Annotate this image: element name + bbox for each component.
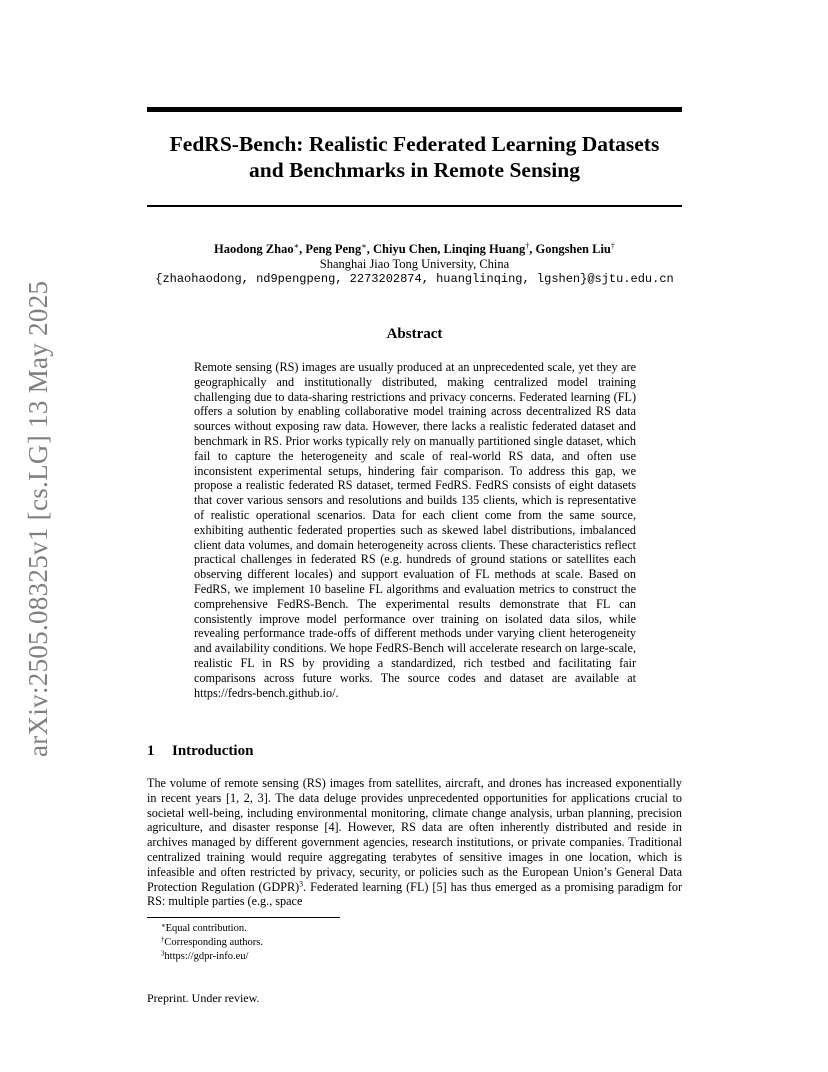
footnote-rule bbox=[147, 917, 340, 918]
preprint-footer: Preprint. Under review. bbox=[147, 991, 260, 1005]
author-name: Peng Peng bbox=[305, 242, 362, 256]
abstract-heading: Abstract bbox=[386, 326, 443, 342]
author-name: Gongshen Liu bbox=[535, 242, 611, 256]
author-mark: † bbox=[525, 241, 530, 251]
abstract-text: Remote sensing (RS) images are usually produced at an unprecedented scale, yet they are geographically and institutionally distributed, making centralized model training challenging due to data-sharing restrictions and privacy concerns. Federated learning (FL) offers a solution by enabling collaborative model training across decentralized RS data sources without exposing raw data. However, there lacks a realistic federated dataset and benchmark in RS. Prior works typically rely on manually partitioned single dataset, which fail to capture the heterogeneity and scale of real-world RS data, and often use inconsistent experimental setups, hindering fair comparison. To address this gap, we propose a realistic federated RS dataset, termed FedRS. FedRS consists of eight datasets that cover various sensors and resolutions and builds 135 clients, which is representative of realistic operational scenarios. Data for each client come from the same source, exhibiting authentic federated properties such as skewed label distributions, imbalanced client data volumes, and domain heterogeneity across clients. These characteristics reflect practical challenges in federated RS (e.g. hundreds of ground stations or satellites each observing different locales) and support evaluation of FL methods at scale. Based on FedRS, we implement 10 baseline FL algorithms and evaluation metrics to construct the comprehensive FedRS-Bench. The experimental results demonstrate that FL can consistently improve model performance over training on isolated data silos, while revealing performance trade-offs of different methods under varying client heterogeneity and availability conditions. We hope FedRS-Bench will accelerate research on large-scale, realistic FL in RS by providing a standardized, rich testbed and facilitating fair comparisons across future works. The source codes and dataset are available at https://fedrs-bench.github.io/. bbox=[194, 360, 636, 700]
author-name: Linqing Huang bbox=[443, 242, 526, 256]
footnote-link[interactable]: https://gdpr-info.eu/ bbox=[164, 951, 249, 962]
author-name: Haodong Zhao bbox=[214, 242, 294, 256]
footnotes bbox=[161, 922, 263, 964]
title-bottom-rule bbox=[147, 205, 682, 207]
introduction-paragraph: The volume of remote sensing (RS) images from satellites, aircraft, and drones has increased exponentially in recent years [1, 2, 3]. The data deluge provides unprecedented opportunities for applications crucial to societal well-being, including environmental monitoring, climate change analysis, urban planning, precision agriculture, and disaster response [4]. However, RS data are often inherently distributed and reside in archives managed by different government agencies, research institutions, or private companies. Traditional centralized training would require aggregating terabytes of sensitive images in one location, which is infeasible and often restricted by privacy, security, or policies such as the European Union’s General Data Protection Regulation (GDPR)$^3$. Federated learning (FL) [5] has thus emerged as a promising paradigm for RS: multiple parties (e.g., space bbox=[147, 776, 682, 909]
title-line-1: FedRS-Bench: Realistic Federated Learning Datasets bbox=[169, 132, 660, 156]
footnote: †Corresponding authors. bbox=[161, 936, 263, 948]
author-mark: ∗ bbox=[293, 241, 300, 251]
author-name: Chiyu Chen bbox=[373, 242, 438, 256]
author-emails: {zhaohaodong, nd9pengpeng, 2273202874, huanglinqing, lgshen}@sjtu.edu.cn bbox=[155, 272, 674, 286]
author-names: Haodong Zhao∗, Peng Peng∗, Chiyu Chen, Linqing Huang†, Gongshen Liu† bbox=[214, 241, 615, 256]
footnote: $^3$https://gdpr-info.eu/ bbox=[161, 950, 249, 962]
section-number: 1 bbox=[147, 743, 155, 759]
footnote-ref: 3 bbox=[299, 879, 304, 889]
author-mark: † bbox=[610, 241, 615, 251]
section-heading-introduction bbox=[147, 743, 253, 760]
paper-title bbox=[147, 131, 682, 183]
author-block bbox=[120, 242, 709, 287]
section-title: Introduction bbox=[172, 743, 254, 759]
title-line-2: and Benchmarks in Remote Sensing bbox=[249, 158, 580, 182]
title-top-rule bbox=[147, 107, 682, 112]
affiliation: Shanghai Jiao Tong University, China bbox=[319, 257, 510, 271]
footnote: ∗Equal contribution. bbox=[161, 922, 247, 934]
author-mark: ∗ bbox=[361, 241, 367, 251]
arxiv-side-stamp: arXiv:2505.08325v1 [cs.LG] 13 May 2025 bbox=[23, 280, 53, 757]
